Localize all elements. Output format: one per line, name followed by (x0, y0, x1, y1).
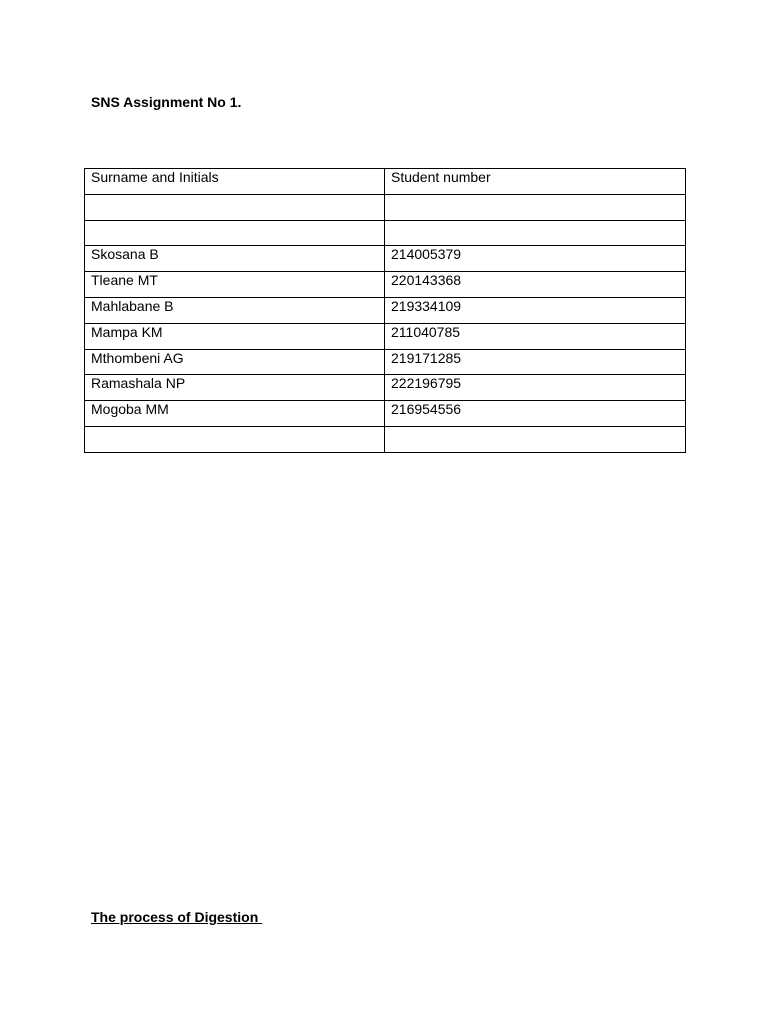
student-number-value: 220143368 (391, 272, 462, 289)
surname-cell (85, 323, 385, 349)
student-number-cell (385, 246, 686, 272)
student-number-cell (385, 220, 686, 246)
surname-cell (85, 272, 385, 298)
surname-cell (85, 426, 385, 452)
student-number-cell (385, 426, 686, 452)
student-number-value: 211040785 (391, 323, 461, 340)
surname-value: Tleane MT (91, 272, 158, 289)
table-row (85, 297, 686, 323)
student-number-cell (385, 194, 686, 220)
surname-cell (85, 246, 385, 272)
surname-value: Mogoba MM (91, 401, 169, 418)
surname-value: Mampa KM (91, 323, 163, 340)
student-number-value: 222196795 (391, 375, 462, 392)
table-row (85, 272, 686, 298)
table-row (85, 375, 686, 401)
student-number-cell (385, 375, 686, 401)
student-number-value: 216954556 (391, 401, 462, 418)
surname-cell (85, 297, 385, 323)
surname-value: Ramashala NP (91, 375, 186, 392)
student-number-cell (385, 401, 686, 427)
surname-cell (85, 194, 385, 220)
student-number-cell (385, 323, 686, 349)
header-cell-student-number (385, 169, 686, 195)
student-table (84, 168, 686, 453)
student-number-cell (385, 349, 686, 375)
student-number-value: 214005379 (391, 246, 462, 263)
table-row (85, 246, 686, 272)
table-row (85, 349, 686, 375)
surname-value: Mahlabane B (91, 297, 174, 314)
table-row (85, 194, 686, 220)
surname-cell (85, 220, 385, 246)
header-cell-surname (85, 169, 385, 195)
surname-value: Mthombeni AG (91, 349, 184, 366)
document-title: SNS Assignment No 1. (91, 94, 242, 110)
table-row (85, 220, 686, 246)
surname-cell (85, 349, 385, 375)
surname-cell (85, 375, 385, 401)
student-number-cell (385, 272, 686, 298)
section-heading: The process of Digestion (91, 909, 263, 925)
student-number-value: 219171285 (391, 349, 462, 366)
table-row (85, 401, 686, 427)
table-row (85, 426, 686, 452)
student-table-body (85, 169, 686, 453)
student-number-cell (385, 297, 686, 323)
surname-cell (85, 401, 385, 427)
table-row (85, 323, 686, 349)
header-student-number-label: Student number (391, 169, 491, 185)
table-header-row (85, 169, 686, 195)
surname-value: Skosana B (91, 246, 159, 263)
student-number-value: 219334109 (391, 297, 462, 314)
header-surname-label: Surname and Initials (91, 169, 219, 185)
